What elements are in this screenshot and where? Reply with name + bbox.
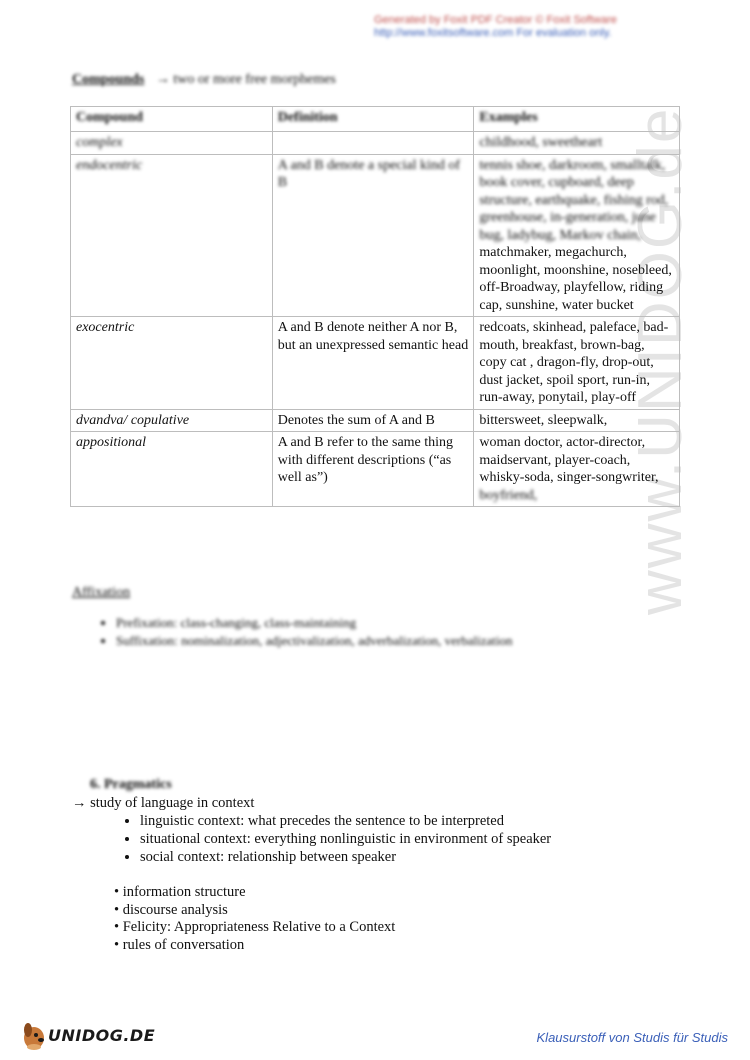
table-row [71,409,680,432]
compound-cell: endocentric [71,154,273,317]
header-compound: Compound [71,107,273,132]
logo-text: UNIDOG.DE [48,1026,156,1045]
examples-text: matchmaker, megachurch, moonlight, moonshine, nosebleed, off-Broadway, playfellow, riding cap, sunshine, water bucket [479,245,672,313]
definition-cell: A and B denote neither A nor B, but an unexpressed semantic head [272,317,474,410]
pragmatics-intro: → study of language in context [72,795,255,811]
compounds-heading [72,72,336,88]
table-header-row [71,107,680,132]
examples-blurred-text: tennis shoe, darkroom, smalltalk, book cover, cupboard, deep structure, earthquake, fishing rod, greenhouse, in-generation, june bug, ladybug, Markov chain, [479,157,669,243]
generator-note [374,14,664,40]
examples-blurred-text: boyfriend, [479,487,538,503]
header-definition: Definition [272,107,474,132]
table-row [71,432,680,507]
compounds-title: Compounds [72,72,145,87]
definition-cell: Denotes the sum of A and B [272,409,474,432]
pragmatics-topics [114,884,395,954]
generator-note-line1: Generated by Foxit PDF Creator © Foxit Software [374,14,617,26]
examples-cell: redcoats, skinhead, paleface, bad-mouth, breakfast, brown-bag, copy cat , dragon-fly, drop-out, dust jacket, spoil sport, run-in, run-away, ponytail, play-off [474,317,680,410]
list-item: • Felicity: Appropriateness Relative to a Context [114,919,396,935]
watermark: www.UNIDOG.de [626,106,695,615]
definition-cell: A and B denote a special kind of B [272,154,474,317]
compounds-subtitle: → two or more free morphemes [155,72,336,87]
list-item: • Suffixation: nominalization, adjectivalization, adverbalization, verbalization [116,632,513,650]
list-item: • rules of conversation [114,936,245,953]
examples-text: woman doctor, actor-director, maidservant, player-coach, whisky-soda, singer-songwriter, [479,435,659,485]
affixation-heading: Affixation [72,585,131,600]
examples-cell [474,154,680,317]
compound-cell: dvandva/ copulative [71,409,273,432]
compound-cell: complex [71,132,273,155]
pragmatics-context-list [114,812,551,866]
list-item: • social context: relationship between speaker [140,848,551,866]
examples-cell [474,432,680,507]
list-item: • situational context: everything nonlinguistic in environment of speaker [140,830,551,848]
affixation-list [90,614,513,650]
examples-cell: childhood, sweetheart [474,132,680,155]
table-row [71,317,680,410]
header-examples: Examples [474,107,680,132]
compound-cell: appositional [71,432,273,507]
pragmatics-heading: 6. Pragmatics [90,777,172,792]
compound-cell: exocentric [71,317,273,410]
compounds-table [70,106,680,507]
examples-cell: bittersweet, sleepwalk, [474,409,680,432]
definition-cell [272,132,474,155]
footer-tagline: Klausurstoff von Studis für Studis [536,1030,728,1045]
table-row [71,154,680,317]
list-item: • discourse analysis [114,901,228,918]
table-row [71,132,680,155]
list-item: • linguistic context: what precedes the sentence to be interpreted [140,812,551,830]
generator-note-line2: http://www.foxitsoftware.com For evaluation only. [374,27,612,39]
list-item: • information structure [114,884,246,900]
list-item: • Prefixation: class-changing, class-maintaining [116,614,513,632]
definition-cell: A and B refer to the same thing with different descriptions (“as well as”) [272,432,474,507]
